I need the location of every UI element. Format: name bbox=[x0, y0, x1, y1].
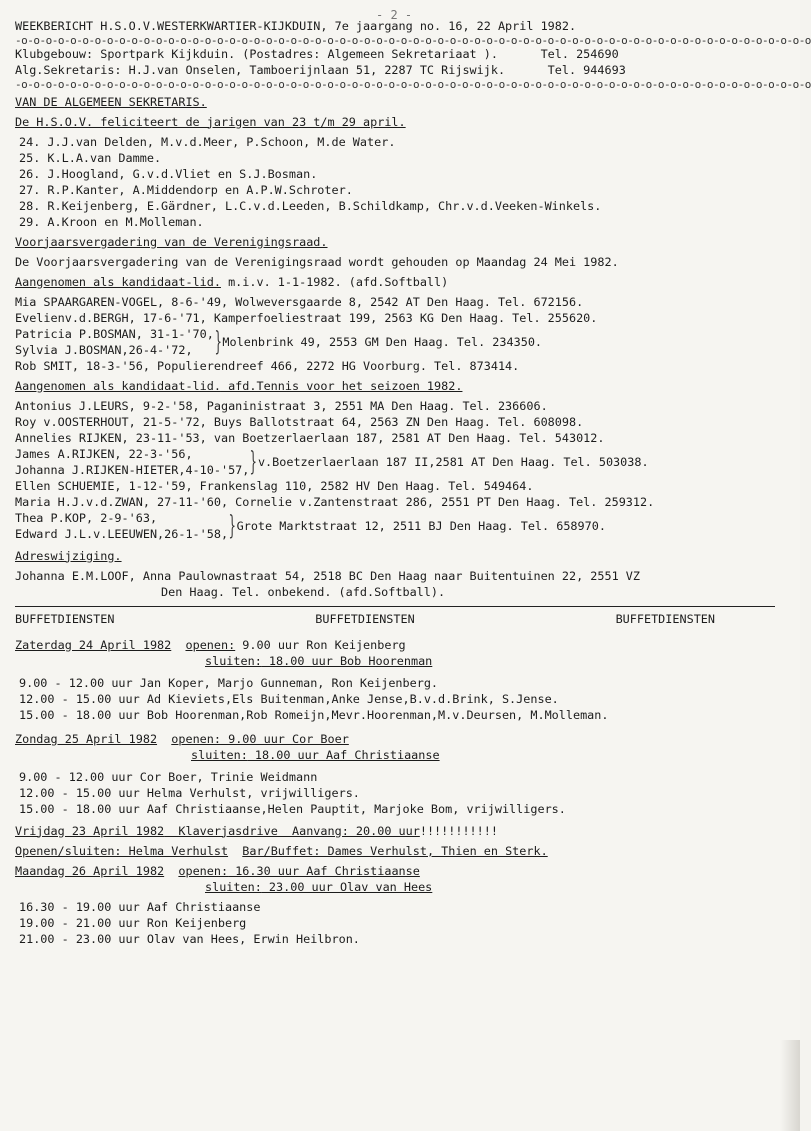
openen-value: 9.00 uur Cor Boer bbox=[220, 731, 349, 746]
member-pair-bosman bbox=[15, 326, 760, 358]
vergadering-text: De Voorjaarsvergadering van de Verenigingsraad wordt gehouden op Maandag 24 Mei 1982. bbox=[15, 254, 619, 269]
member-entry: Evelienv.d.BERGH, 17-6-'71, Kamperfoeliestraat 199, 2563 KG Den Haag. Tel. 255620. bbox=[15, 310, 598, 325]
sluiten-value: 23.00 uur Olav van Hees bbox=[261, 879, 433, 894]
sluiten-label: sluiten: bbox=[191, 747, 248, 762]
tennis-heading-suffix: afd.Tennis voor het seizoen 1982. bbox=[220, 378, 463, 393]
tennis-heading: Aangenomen als kandidaat-lid. bbox=[15, 378, 221, 393]
brace-icon: } bbox=[249, 446, 258, 477]
day-label: Zondag 25 April 1982 bbox=[15, 731, 158, 746]
schedule-vrijdag bbox=[15, 823, 760, 839]
member-entry: Antonius J.LEURS, 9-2-'58, Paganinistraat 3, 2551 MA Den Haag. Tel. 236606. bbox=[15, 398, 548, 413]
list-item: 24. J.J.van Delden, M.v.d.Meer, P.Schoon, M.de Water. bbox=[19, 134, 396, 149]
page-curl-shadow bbox=[780, 1040, 800, 1131]
shift-item: 9.00 - 12.00 uur Jan Koper, Marjo Gunneman, Ron Keijenberg. bbox=[19, 675, 439, 690]
day-label: Vrijdag 23 April 1982 bbox=[15, 823, 165, 838]
member-entry: Thea P.KOP, 2-9-'63, bbox=[15, 510, 158, 525]
list-item: 27. R.P.Kanter, A.Middendorp en A.P.W.Schroter. bbox=[19, 182, 353, 197]
schedule-zaterdag-openen bbox=[15, 637, 760, 653]
brace-icon: } bbox=[214, 326, 222, 357]
horizontal-rule bbox=[15, 606, 775, 607]
day-label: Zaterdag 24 April 1982 bbox=[15, 637, 172, 652]
exclaim-marks: !!!!!!!!!!! bbox=[419, 823, 498, 838]
member-entry: Edward J.L.v.LEEUWEN,26-1-'58, bbox=[15, 526, 229, 541]
shift-list bbox=[15, 675, 760, 723]
shift-item: 16.30 - 19.00 uur Aaf Christiaanse bbox=[19, 899, 261, 914]
schedule-zondag-sluiten bbox=[15, 747, 760, 763]
openen-value: 16.30 uur Aaf Christiaanse bbox=[228, 863, 420, 878]
softball-heading-line bbox=[15, 274, 760, 290]
brace-icon: } bbox=[228, 510, 237, 541]
aanvang-label: Aanvang: 20.00 uur bbox=[292, 823, 420, 838]
sluiten-label: sluiten: bbox=[205, 879, 262, 894]
shift-item: 15.00 - 18.00 uur Bob Hoorenman,Rob Romeijn,Mevr.Hoorenman,M.v.Deursen, M.Molleman. bbox=[19, 707, 609, 722]
shift-item: 12.00 - 15.00 uur Helma Verhulst, vrijwilligers. bbox=[19, 785, 360, 800]
birthday-list bbox=[15, 134, 760, 230]
bar-buffet-label: Bar/Buffet: Dames Verhulst, Thien en Sterk. bbox=[242, 843, 548, 858]
divider-dashes: -o-o-o-o-o-o-o-o-o-o-o-o-o-o-o-o-o-o-o-o-o-o-o-o-o-o-o-o-o-o-o-o-o-o-o-o-o-o-o-o-o-o-o-o-o-o-o-o-o-o-o-o-o-o-o-o-o-o-o-o-o-o-o-o-o bbox=[15, 33, 811, 47]
softball-heading: Aangenomen als kandidaat-lid. bbox=[15, 274, 221, 289]
member-entry: Annelies RIJKEN, 23-11-'53, van Boetzerlaerlaan 187, 2581 AT Den Haag. Tel. 543012. bbox=[15, 430, 605, 445]
felicitatie-heading: De H.S.O.V. feliciteert de jarigen van 23 t/m 29 april. bbox=[15, 114, 406, 129]
adres-heading: Adreswijziging. bbox=[15, 548, 122, 563]
list-item: 29. A.Kroon en M.Molleman. bbox=[19, 214, 204, 229]
buffet-header: BUFFETDIENSTEN bbox=[15, 611, 115, 626]
klubgebouw-line: Klubgebouw: Sportpark Kijkduin. (Postadres: Algemeen Sekretariaat ). Tel. 254690 bbox=[15, 46, 619, 61]
schedule-zaterdag-sluiten bbox=[15, 653, 760, 669]
tennis-heading-line bbox=[15, 378, 760, 394]
shift-item: 12.00 - 15.00 uur Ad Kieviets,Els Buitenman,Anke Jense,B.v.d.Brink, S.Jense. bbox=[19, 691, 559, 706]
buffet-header: BUFFETDIENSTEN bbox=[615, 611, 715, 626]
event-label: Klaverjasdrive bbox=[164, 823, 292, 838]
member-pair-kop-leeuwen bbox=[15, 510, 760, 542]
openen-label: openen: bbox=[171, 731, 221, 746]
member-entry: James A.RIJKEN, 22-3-'56, bbox=[15, 446, 193, 461]
day-label: Maandag 26 April 1982 bbox=[15, 863, 165, 878]
buffet-headers bbox=[15, 611, 715, 627]
member-entry: Mia SPAARGAREN-VOGEL, 8-6-'49, Wolweversgaarde 8, 2542 AT Den Haag. Tel. 672156. bbox=[15, 294, 584, 309]
schedule-maandag-sluiten bbox=[15, 879, 760, 895]
shift-list bbox=[15, 899, 760, 947]
buffet-header: BUFFETDIENSTEN bbox=[315, 611, 415, 626]
member-entry: Sylvia J.BOSMAN,26-4-'72, bbox=[15, 342, 193, 357]
schedule-zondag-openen bbox=[15, 731, 760, 747]
member-entry: Roy v.OOSTERHOUT, 21-5-'72, Buys Ballotstraat 64, 2563 ZN Den Haag. Tel. 608098. bbox=[15, 414, 584, 429]
newsletter-title: WEEKBERICHT H.S.O.V.WESTERKWARTIER-KIJKDUIN, 7e jaargang no. 16, 22 April 1982. bbox=[15, 19, 577, 33]
divider-dashes: -o-o-o-o-o-o-o-o-o-o-o-o-o-o-o-o-o-o-o-o-o-o-o-o-o-o-o-o-o-o-o-o-o-o-o-o-o-o-o-o-o-o-o-o-o-o-o-o-o-o-o-o-o-o-o-o-o-o-o-o-o-o-o-o-o bbox=[15, 77, 811, 91]
schedule-maandag-openen bbox=[15, 863, 760, 879]
member-entry: Johanna J.RIJKEN-HIETER,4-10-'57, bbox=[15, 462, 250, 477]
section-heading-sekretaris: VAN DE ALGEMEEN SEKRETARIS. bbox=[15, 94, 207, 109]
sluiten-value: 18.00 uur Bob Hoorenman bbox=[261, 653, 433, 668]
shift-item: 9.00 - 12.00 uur Cor Boer, Trinie Weidmann bbox=[19, 769, 318, 784]
list-item: 26. J.Hoogland, G.v.d.Vliet en S.J.Bosman. bbox=[19, 166, 318, 181]
shift-item: 15.00 - 18.00 uur Aaf Christiaanse,Helen Pauptit, Marjoke Bom, vrijwilligers. bbox=[19, 801, 566, 816]
openen-label: openen: bbox=[178, 863, 229, 878]
list-item: 28. R.Keijenberg, E.Gärdner, L.C.v.d.Leeden, B.Schildkamp, Chr.v.d.Veeken-Winkels. bbox=[19, 198, 602, 213]
member-pair-address: Molenbrink 49, 2553 GM Den Haag. Tel. 234350. bbox=[222, 334, 543, 349]
shift-list bbox=[15, 769, 760, 817]
list-item: 25. K.L.A.van Damme. bbox=[19, 150, 162, 165]
member-entry: Patricia P.BOSMAN, 31-1-'70, bbox=[15, 326, 214, 341]
member-entry: Ellen SCHUEMIE, 1-12-'59, Frankenslag 110, 2582 HV Den Haag. Tel. 549464. bbox=[15, 478, 534, 493]
adres-line: Den Haag. Tel. onbekend. (afd.Softball). bbox=[161, 584, 446, 599]
member-entry: Rob SMIT, 18-3-'56, Populierendreef 466, 2272 HG Voorburg. Tel. 873414. bbox=[15, 358, 520, 373]
openen-value: 9.00 uur Ron Keijenberg bbox=[235, 637, 406, 652]
shift-item: 21.00 - 23.00 uur Olav van Hees, Erwin Heilbron. bbox=[19, 931, 360, 946]
sluiten-value: 18.00 uur Aaf Christiaanse bbox=[247, 747, 440, 762]
adres-line: Johanna E.M.LOOF, Anna Paulownastraat 54, 2518 BC Den Haag naar Buitentuinen 22, 2551 VZ bbox=[15, 568, 641, 583]
vergadering-heading: Voorjaarsvergadering van de Verenigingsraad. bbox=[15, 234, 328, 249]
vrijdag-staff-line bbox=[15, 843, 760, 859]
sluiten-label: sluiten: bbox=[205, 653, 262, 668]
sekretaris-line: Alg.Sekretaris: H.J.van Onselen, Tamboerijnlaan 51, 2287 TC Rijswijk. Tel. 944693 bbox=[15, 63, 626, 77]
member-pair-address: v.Boetzerlaerlaan 187 II,2581 AT Den Haag. Tel. 503038. bbox=[257, 454, 649, 469]
page-number: - 2 - bbox=[376, 8, 413, 22]
member-entry: Maria H.J.v.d.ZWAN, 27-11-'60, Cornelie v.Zantenstraat 286, 2551 PT Den Haag. Tel. 259312. bbox=[15, 494, 655, 509]
member-pair-rijken bbox=[15, 446, 760, 478]
member-pair-address: Grote Marktstraat 12, 2511 BJ Den Haag. Tel. 658970. bbox=[236, 518, 606, 533]
softball-heading-suffix: m.i.v. 1-1-1982. (afd.Softball) bbox=[220, 274, 449, 289]
shift-item: 19.00 - 21.00 uur Ron Keijenberg bbox=[19, 915, 247, 930]
openen-sluiten-label: Openen/sluiten: Helma Verhulst bbox=[15, 843, 229, 858]
openen-label: openen: bbox=[185, 637, 236, 652]
